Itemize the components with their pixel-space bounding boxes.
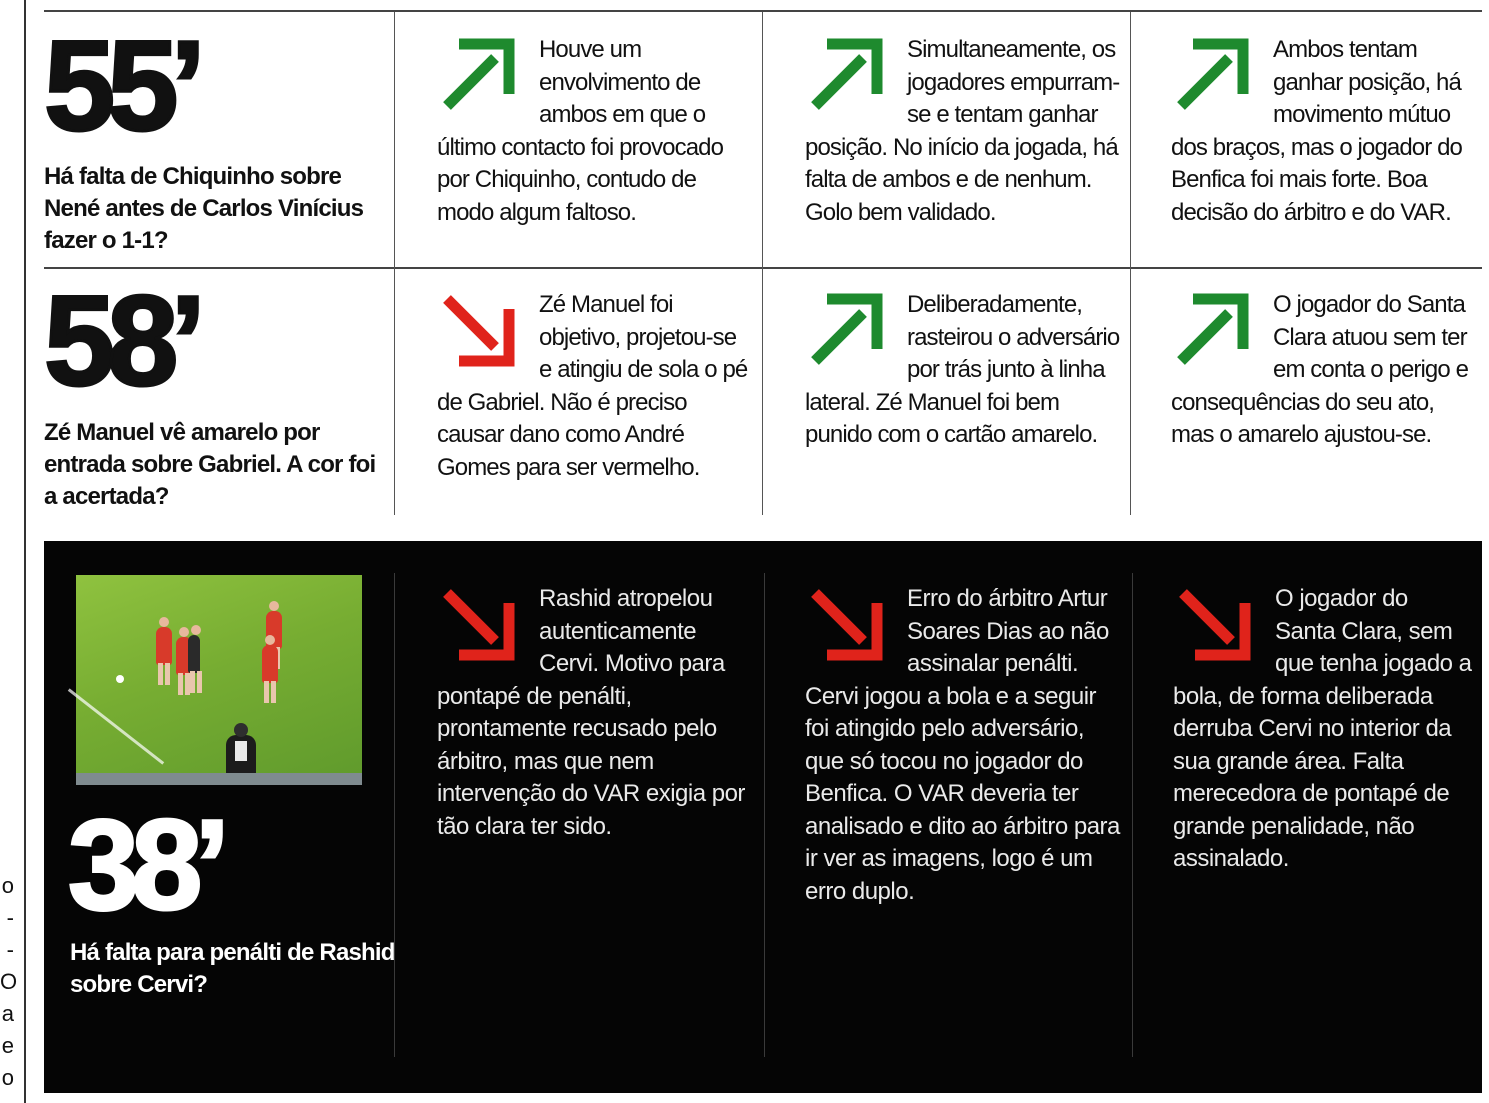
arrow-down-icon [805, 583, 895, 671]
verdict-text: O jogador do Santa Clara atuou sem ter em conta o perigo e consequências do seu ato, mas o amarelo ajustou-se. [1171, 291, 1469, 448]
fragment: - [6, 937, 14, 962]
arrow-down-icon [437, 289, 527, 377]
verdict-text: Rashid atropelou autenticamente Cervi. Motivo para pontapé de penálti, prontamente recusado pelo árbitro, mas que nem intervenção do VAR exigia por tão clara ter sido. [437, 585, 745, 840]
arrow-up-icon [1171, 289, 1261, 377]
verdict-cell-3 [1130, 267, 1483, 515]
verdict-cell-1 [394, 573, 763, 1057]
verdict-text: Ambos tentam ganhar posição, há movimento mútuo dos braços, mas o jogador do Benfica foi mais forte. Boa decisão do árbitro e do VAR. [1171, 36, 1462, 226]
spectator-figure [226, 735, 256, 777]
verdict-text: Simultaneamente, os jogadores empurram-se e tentam ganhar posição. No início da jogada, há falta de ambos e de nenhum. Golo bem validado. [805, 36, 1120, 226]
player-figure [262, 645, 278, 683]
question-text: Há falta de Chiquinho sobre Nené antes de Carlos Vinícius fazer o 1-1? [44, 163, 364, 254]
verdict-text: O jogador do Santa Clara, sem que tenha jogado a bola, de forma deliberada derruba Cervi no interior da sua grande área. Falta merecedora de pontapé de grande penalidade, não assinalado. [1173, 585, 1472, 872]
verdict-text: Erro do árbitro Artur Soares Dias ao não assinalar penálti. Cervi jogou a bola e a seguir foi atingido pelo adversário, que só tocou no jogador do Benfica. O VAR deveria ter analisado e dito ao árbitro para ir ver as imagens, logo é um erro duplo. [805, 585, 1120, 905]
verdict-cell-3 [1132, 573, 1483, 1057]
arrow-up-icon [805, 289, 895, 377]
verdict-cell-2 [762, 267, 1131, 515]
verdict-text: Zé Manuel foi objetivo, projetou-se e atingiu de sola o pé de Gabriel. Não é preciso causar dano como André Gomes para ser vermelho. [437, 291, 748, 481]
verdict-cell-3 [1130, 12, 1483, 267]
arrow-up-icon [1171, 34, 1261, 122]
question-cell [44, 12, 392, 267]
minute-label: 55’ [44, 15, 198, 158]
fragment: o [1, 1065, 14, 1090]
minute-label: 38’ [68, 794, 222, 937]
arrow-down-icon [437, 583, 527, 671]
fragment: O [0, 969, 18, 994]
highlight-panel-38 [44, 541, 1482, 1093]
fragment: o [1, 873, 14, 898]
verdict-cell-2 [762, 12, 1131, 267]
verdict-text: Deliberadamente, rasteirou o adversário por trás junto à linha lateral. Zé Manuel foi bem punido com o cartão amarelo. [805, 291, 1120, 448]
arrow-up-icon [805, 34, 895, 122]
arrow-up-icon [437, 34, 527, 122]
question-cell [44, 573, 394, 1057]
incident-row-58 [44, 267, 1482, 515]
fragment: - [6, 905, 14, 930]
column-divider [24, 0, 26, 1103]
question-cell [44, 267, 392, 515]
match-photo [76, 575, 362, 785]
fragment: a [1, 1001, 14, 1026]
verdict-cell-1 [394, 267, 763, 515]
incident-row-55 [44, 10, 1482, 269]
fragment: e [1, 1033, 14, 1058]
verdict-cell-2 [764, 573, 1133, 1057]
verdict-text: Houve um envolvimento de ambos em que o último contacto foi provocado por Chiquinho, contudo de modo algum faltoso. [437, 36, 724, 226]
arrow-down-icon [1173, 583, 1263, 671]
adjacent-column-fragments [0, 870, 18, 1094]
referee-figure [188, 635, 200, 673]
player-figure [156, 627, 172, 665]
verdict-cell-1 [394, 12, 763, 267]
ball-icon [116, 675, 124, 683]
question-text: Zé Manuel vê amarelo por entrada sobre Gabriel. A cor foi a acertada? [44, 419, 376, 510]
minute-label: 58’ [44, 270, 198, 413]
question-text: Há falta para penálti de Rashid sobre Cervi? [70, 939, 395, 998]
